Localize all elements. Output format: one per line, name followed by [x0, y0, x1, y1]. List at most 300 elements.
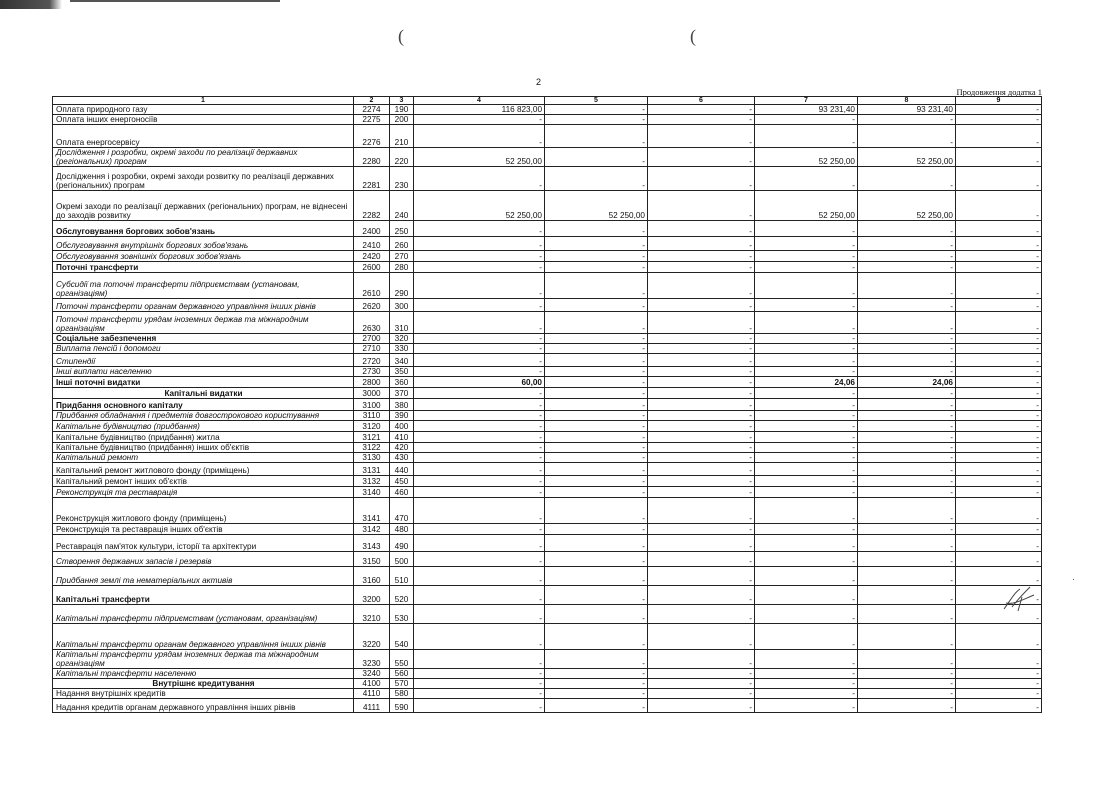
- value-cell-c9: -: [956, 105, 1042, 115]
- value-cell-c8: -: [858, 367, 956, 377]
- row-label: Субсидії та поточні трансферти підприємствам (установам, організаціям): [53, 273, 354, 299]
- column-number-row: [53, 97, 1042, 105]
- value-cell-c4: -: [414, 334, 545, 344]
- value-cell-c4: -: [414, 421, 545, 432]
- value-cell-c5: -: [545, 334, 648, 344]
- value-cell-c6: -: [648, 262, 755, 273]
- kekv-code: 3110: [354, 411, 390, 421]
- value-cell-c6: -: [648, 699, 755, 713]
- value-cell-c9: -: [956, 487, 1042, 498]
- kekv-code: 3150: [354, 552, 390, 567]
- value-cell-c5: -: [545, 367, 648, 377]
- value-cell-c5: 52 250,00: [545, 191, 648, 221]
- value-cell-c4: 52 250,00: [414, 148, 545, 167]
- kekv-code: 4100: [354, 679, 390, 689]
- value-cell-c7: -: [755, 354, 858, 367]
- value-cell-c7: -: [755, 167, 858, 191]
- value-cell-c7: -: [755, 605, 858, 624]
- value-cell-c6: -: [648, 367, 755, 377]
- table-row: [53, 650, 1042, 669]
- value-cell-c5: -: [545, 624, 648, 650]
- value-cell-c4: -: [414, 115, 545, 125]
- value-cell-c4: -: [414, 312, 545, 334]
- value-cell-c6: -: [648, 552, 755, 567]
- table-row: [53, 399, 1042, 411]
- table-row: [53, 377, 1042, 388]
- value-cell-c8: -: [858, 344, 956, 354]
- kekv-code: 2400: [354, 221, 390, 237]
- kekv-code: 3142: [354, 524, 390, 535]
- value-cell-c7: 52 250,00: [755, 191, 858, 221]
- value-cell-c9: -: [956, 354, 1042, 367]
- value-cell-c9: -: [956, 669, 1042, 679]
- value-cell-c8: -: [858, 669, 956, 679]
- table-row: [53, 312, 1042, 334]
- value-cell-c8: -: [858, 421, 956, 432]
- value-cell-c6: -: [648, 605, 755, 624]
- punch-hole-mark-left: (: [398, 26, 404, 46]
- value-cell-c5: -: [545, 312, 648, 334]
- value-cell-c7: -: [755, 312, 858, 334]
- value-cell-c7: -: [755, 689, 858, 699]
- row-label: Дослідження і розробки, окремі заходи розвитку по реалізації державних (регіональних) програм: [53, 167, 354, 191]
- value-cell-c6: -: [648, 421, 755, 432]
- table-row: [53, 605, 1042, 624]
- kekv-code: 3130: [354, 453, 390, 463]
- value-cell-c6: -: [648, 476, 755, 487]
- value-cell-c6: -: [648, 524, 755, 535]
- value-cell-c4: -: [414, 221, 545, 237]
- value-cell-c5: -: [545, 669, 648, 679]
- value-cell-c9: -: [956, 699, 1042, 713]
- value-cell-c5: -: [545, 411, 648, 421]
- table-row: [53, 221, 1042, 237]
- value-cell-c4: -: [414, 487, 545, 498]
- line-code: 320: [390, 334, 414, 344]
- value-cell-c9: -: [956, 421, 1042, 432]
- kekv-code: 3132: [354, 476, 390, 487]
- value-cell-c7: -: [755, 586, 858, 605]
- value-cell-c8: -: [858, 443, 956, 453]
- row-label: Придбання землі та нематеріальних активів: [53, 567, 354, 586]
- table-row: [53, 586, 1042, 605]
- value-cell-c6: -: [648, 312, 755, 334]
- value-cell-c8: -: [858, 299, 956, 312]
- value-cell-c8: -: [858, 115, 956, 125]
- value-cell-c8: -: [858, 262, 956, 273]
- line-code: 560: [390, 669, 414, 679]
- value-cell-c7: -: [755, 115, 858, 125]
- value-cell-c9: -: [956, 377, 1042, 388]
- punch-hole-mark-right: (: [690, 26, 696, 46]
- value-cell-c7: -: [755, 443, 858, 453]
- row-label: Оплата енергосервісу: [53, 125, 354, 148]
- value-cell-c6: -: [648, 669, 755, 679]
- value-cell-c4: -: [414, 605, 545, 624]
- kekv-code: 2420: [354, 251, 390, 262]
- value-cell-c6: -: [648, 344, 755, 354]
- value-cell-c8: 52 250,00: [858, 191, 956, 221]
- table-row: [53, 299, 1042, 312]
- value-cell-c4: -: [414, 689, 545, 699]
- row-label: Створення державних запасів і резервів: [53, 552, 354, 567]
- value-cell-c8: -: [858, 567, 956, 586]
- value-cell-c5: -: [545, 443, 648, 453]
- value-cell-c5: -: [545, 299, 648, 312]
- value-cell-c6: -: [648, 105, 755, 115]
- value-cell-c8: 93 231,40: [858, 105, 956, 115]
- table-row: [53, 148, 1042, 167]
- value-cell-c4: -: [414, 388, 545, 399]
- value-cell-c7: -: [755, 299, 858, 312]
- value-cell-c9: -: [956, 251, 1042, 262]
- value-cell-c7: -: [755, 535, 858, 552]
- value-cell-c8: -: [858, 273, 956, 299]
- col-header-6: 6: [648, 97, 755, 105]
- line-code: 420: [390, 443, 414, 453]
- line-code: 490: [390, 535, 414, 552]
- value-cell-c7: -: [755, 367, 858, 377]
- table-row: [53, 567, 1042, 586]
- value-cell-c6: -: [648, 388, 755, 399]
- table-row: [53, 125, 1042, 148]
- value-cell-c4: -: [414, 299, 545, 312]
- row-label: Капітальний ремонт житлового фонду (приміщень): [53, 463, 354, 476]
- value-cell-c8: -: [858, 535, 956, 552]
- value-cell-c7: -: [755, 524, 858, 535]
- kekv-code: 2280: [354, 148, 390, 167]
- handwritten-signature-mark: [1000, 583, 1038, 613]
- value-cell-c4: 52 250,00: [414, 191, 545, 221]
- value-cell-c9: -: [956, 689, 1042, 699]
- stray-mark: ·: [1072, 574, 1075, 584]
- value-cell-c4: -: [414, 354, 545, 367]
- col-header-2: 2: [354, 97, 390, 105]
- value-cell-c9: -: [956, 552, 1042, 567]
- row-label: Капітальні трансферти населенню: [53, 669, 354, 679]
- value-cell-c5: -: [545, 476, 648, 487]
- row-label: Соціальне забезпечення: [53, 334, 354, 344]
- row-label: Капітальні трансферти підприємствам (установам, організаціям): [53, 605, 354, 624]
- col-header-8: 8: [858, 97, 956, 105]
- row-label: Придбання основного капіталу: [53, 399, 354, 411]
- value-cell-c4: -: [414, 476, 545, 487]
- value-cell-c6: -: [648, 354, 755, 367]
- table-row: [53, 699, 1042, 713]
- value-cell-c8: -: [858, 624, 956, 650]
- value-cell-c5: -: [545, 453, 648, 463]
- value-cell-c4: -: [414, 167, 545, 191]
- value-cell-c9: -: [956, 262, 1042, 273]
- kekv-code: 2800: [354, 377, 390, 388]
- row-label: Надання внутрішніх кредитів: [53, 689, 354, 699]
- value-cell-c8: -: [858, 354, 956, 367]
- value-cell-c4: -: [414, 699, 545, 713]
- value-cell-c7: -: [755, 344, 858, 354]
- value-cell-c6: -: [648, 191, 755, 221]
- table-row: [53, 115, 1042, 125]
- value-cell-c6: -: [648, 411, 755, 421]
- table-row: [53, 443, 1042, 453]
- value-cell-c9: -: [956, 411, 1042, 421]
- line-code: 450: [390, 476, 414, 487]
- line-code: 370: [390, 388, 414, 399]
- value-cell-c4: -: [414, 567, 545, 586]
- value-cell-c5: -: [545, 273, 648, 299]
- value-cell-c5: -: [545, 586, 648, 605]
- table-row: [53, 344, 1042, 354]
- line-code: 230: [390, 167, 414, 191]
- line-code: 310: [390, 312, 414, 334]
- value-cell-c9: -: [956, 535, 1042, 552]
- kekv-code: 2610: [354, 273, 390, 299]
- value-cell-c9: -: [956, 443, 1042, 453]
- value-cell-c5: -: [545, 377, 648, 388]
- value-cell-c7: -: [755, 463, 858, 476]
- row-label: Виплата пенсій і допомоги: [53, 344, 354, 354]
- value-cell-c6: -: [648, 443, 755, 453]
- value-cell-c5: -: [545, 354, 648, 367]
- value-cell-c8: -: [858, 388, 956, 399]
- table-row: [53, 411, 1042, 421]
- value-cell-c5: -: [545, 650, 648, 669]
- line-code: 250: [390, 221, 414, 237]
- kekv-code: 2276: [354, 125, 390, 148]
- value-cell-c9: -: [956, 650, 1042, 669]
- value-cell-c5: -: [545, 524, 648, 535]
- value-cell-c5: -: [545, 399, 648, 411]
- row-label: Капітальне будівництво (придбання): [53, 421, 354, 432]
- value-cell-c7: -: [755, 334, 858, 344]
- line-code: 590: [390, 699, 414, 713]
- value-cell-c8: -: [858, 221, 956, 237]
- value-cell-c4: -: [414, 650, 545, 669]
- value-cell-c5: -: [545, 148, 648, 167]
- value-cell-c6: -: [648, 167, 755, 191]
- row-label: Оплата інших енергоносіїв: [53, 115, 354, 125]
- value-cell-c9: -: [956, 567, 1042, 586]
- value-cell-c7: 93 231,40: [755, 105, 858, 115]
- table-row: [53, 524, 1042, 535]
- col-header-7: 7: [755, 97, 858, 105]
- value-cell-c6: -: [648, 586, 755, 605]
- table-row: [53, 251, 1042, 262]
- table-row: [53, 191, 1042, 221]
- value-cell-c8: -: [858, 476, 956, 487]
- table-row: [53, 273, 1042, 299]
- value-cell-c9: -: [956, 237, 1042, 251]
- kekv-code: 3230: [354, 650, 390, 669]
- value-cell-c4: -: [414, 463, 545, 476]
- kekv-code: 2275: [354, 115, 390, 125]
- table-row: [53, 453, 1042, 463]
- value-cell-c8: -: [858, 453, 956, 463]
- value-cell-c8: -: [858, 167, 956, 191]
- kekv-code: 2630: [354, 312, 390, 334]
- table-row: [53, 334, 1042, 344]
- row-label: Капітальний ремонт інших об'єктів: [53, 476, 354, 487]
- value-cell-c4: -: [414, 344, 545, 354]
- value-cell-c9: -: [956, 299, 1042, 312]
- row-label: Дослідження і розробки, окремі заходи по реалізації державних (регіональних) програм: [53, 148, 354, 167]
- table-row: [53, 421, 1042, 432]
- value-cell-c6: -: [648, 650, 755, 669]
- value-cell-c4: -: [414, 411, 545, 421]
- row-label: Обслуговування зовнішніх боргових зобов'язань: [53, 251, 354, 262]
- value-cell-c9: -: [956, 476, 1042, 487]
- value-cell-c5: -: [545, 221, 648, 237]
- scan-edge-mark: [0, 0, 62, 9]
- row-label: Реконструкція та реставрація: [53, 487, 354, 498]
- value-cell-c5: -: [545, 262, 648, 273]
- kekv-code: 3000: [354, 388, 390, 399]
- value-cell-c5: -: [545, 344, 648, 354]
- row-label: Стипендії: [53, 354, 354, 367]
- col-header-4: 4: [414, 97, 545, 105]
- value-cell-c4: 60,00: [414, 377, 545, 388]
- row-label: Інші виплати населенню: [53, 367, 354, 377]
- value-cell-c5: -: [545, 388, 648, 399]
- value-cell-c6: -: [648, 237, 755, 251]
- line-code: 220: [390, 148, 414, 167]
- kekv-code: 3120: [354, 421, 390, 432]
- value-cell-c8: -: [858, 251, 956, 262]
- value-cell-c6: -: [648, 251, 755, 262]
- table-row: [53, 552, 1042, 567]
- value-cell-c6: -: [648, 689, 755, 699]
- value-cell-c6: -: [648, 115, 755, 125]
- line-code: 330: [390, 344, 414, 354]
- scan-edge-line: [70, 0, 280, 2]
- row-label: Реконструкція житлового фонду (приміщень): [53, 498, 354, 524]
- value-cell-c6: -: [648, 125, 755, 148]
- line-code: 270: [390, 251, 414, 262]
- line-code: 460: [390, 487, 414, 498]
- value-cell-c4: -: [414, 125, 545, 148]
- value-cell-c7: 24,06: [755, 377, 858, 388]
- value-cell-c4: -: [414, 535, 545, 552]
- line-code: 200: [390, 115, 414, 125]
- line-code: 440: [390, 463, 414, 476]
- row-label: Обслуговування внутрішніх боргових зобов'язань: [53, 237, 354, 251]
- row-label: Обслуговування боргових зобов'язань: [53, 221, 354, 237]
- table-row: [53, 432, 1042, 443]
- value-cell-c8: -: [858, 605, 956, 624]
- page-number: 2: [536, 77, 542, 87]
- value-cell-c7: -: [755, 388, 858, 399]
- value-cell-c7: -: [755, 262, 858, 273]
- kekv-code: 2600: [354, 262, 390, 273]
- value-cell-c5: -: [545, 567, 648, 586]
- table-row: [53, 167, 1042, 191]
- value-cell-c8: -: [858, 312, 956, 334]
- value-cell-c5: -: [545, 251, 648, 262]
- value-cell-c6: -: [648, 148, 755, 167]
- value-cell-c6: -: [648, 498, 755, 524]
- row-label: Реконструкція та реставрація інших об'єктів: [53, 524, 354, 535]
- value-cell-c6: -: [648, 535, 755, 552]
- table-row: [53, 624, 1042, 650]
- value-cell-c4: -: [414, 251, 545, 262]
- value-cell-c5: -: [545, 535, 648, 552]
- value-cell-c6: -: [648, 221, 755, 237]
- value-cell-c4: -: [414, 367, 545, 377]
- value-cell-c9: -: [956, 453, 1042, 463]
- line-code: 540: [390, 624, 414, 650]
- value-cell-c4: -: [414, 237, 545, 251]
- value-cell-c9: -: [956, 463, 1042, 476]
- kekv-code: 2720: [354, 354, 390, 367]
- value-cell-c5: -: [545, 463, 648, 476]
- value-cell-c7: -: [755, 237, 858, 251]
- line-code: 500: [390, 552, 414, 567]
- line-code: 210: [390, 125, 414, 148]
- value-cell-c4: -: [414, 669, 545, 679]
- value-cell-c5: -: [545, 115, 648, 125]
- value-cell-c4: 116 823,00: [414, 105, 545, 115]
- value-cell-c6: -: [648, 487, 755, 498]
- line-code: 410: [390, 432, 414, 443]
- table-row: [53, 367, 1042, 377]
- value-cell-c8: -: [858, 125, 956, 148]
- line-code: 470: [390, 498, 414, 524]
- value-cell-c7: -: [755, 650, 858, 669]
- kekv-code: 4110: [354, 689, 390, 699]
- value-cell-c9: -: [956, 524, 1042, 535]
- value-cell-c7: -: [755, 221, 858, 237]
- value-cell-c5: -: [545, 237, 648, 251]
- value-cell-c6: -: [648, 334, 755, 344]
- row-label: Внутрішнє кредитування: [53, 679, 354, 689]
- table-row: [53, 388, 1042, 399]
- value-cell-c7: -: [755, 699, 858, 713]
- col-header-9: 9: [956, 97, 1042, 105]
- value-cell-c4: -: [414, 443, 545, 453]
- row-label: Капітальне будівництво (придбання) інших об'єктів: [53, 443, 354, 453]
- row-label: Оплата природного газу: [53, 105, 354, 115]
- value-cell-c8: -: [858, 498, 956, 524]
- row-label: Капітальні трансферти: [53, 586, 354, 605]
- table-row: [53, 262, 1042, 273]
- table-row: [53, 498, 1042, 524]
- value-cell-c5: -: [545, 487, 648, 498]
- value-cell-c8: -: [858, 679, 956, 689]
- value-cell-c7: -: [755, 453, 858, 463]
- table-row: [53, 535, 1042, 552]
- value-cell-c5: -: [545, 498, 648, 524]
- table-row: [53, 105, 1042, 115]
- table-row: [53, 487, 1042, 498]
- table-row: [53, 679, 1042, 689]
- value-cell-c5: -: [545, 432, 648, 443]
- row-label: Капітальні видатки: [53, 388, 354, 399]
- value-cell-c6: -: [648, 624, 755, 650]
- value-cell-c7: -: [755, 669, 858, 679]
- value-cell-c9: -: [956, 344, 1042, 354]
- kekv-code: 2710: [354, 344, 390, 354]
- value-cell-c8: -: [858, 524, 956, 535]
- value-cell-c9: -: [956, 167, 1042, 191]
- row-label: Капітальні трансферти органам державного управління інших рівнів: [53, 624, 354, 650]
- value-cell-c6: -: [648, 453, 755, 463]
- col-header-3: 3: [390, 97, 414, 105]
- kekv-code: 4111: [354, 699, 390, 713]
- value-cell-c8: -: [858, 487, 956, 498]
- value-cell-c4: -: [414, 432, 545, 443]
- value-cell-c6: -: [648, 273, 755, 299]
- value-cell-c7: -: [755, 498, 858, 524]
- table-row: [53, 669, 1042, 679]
